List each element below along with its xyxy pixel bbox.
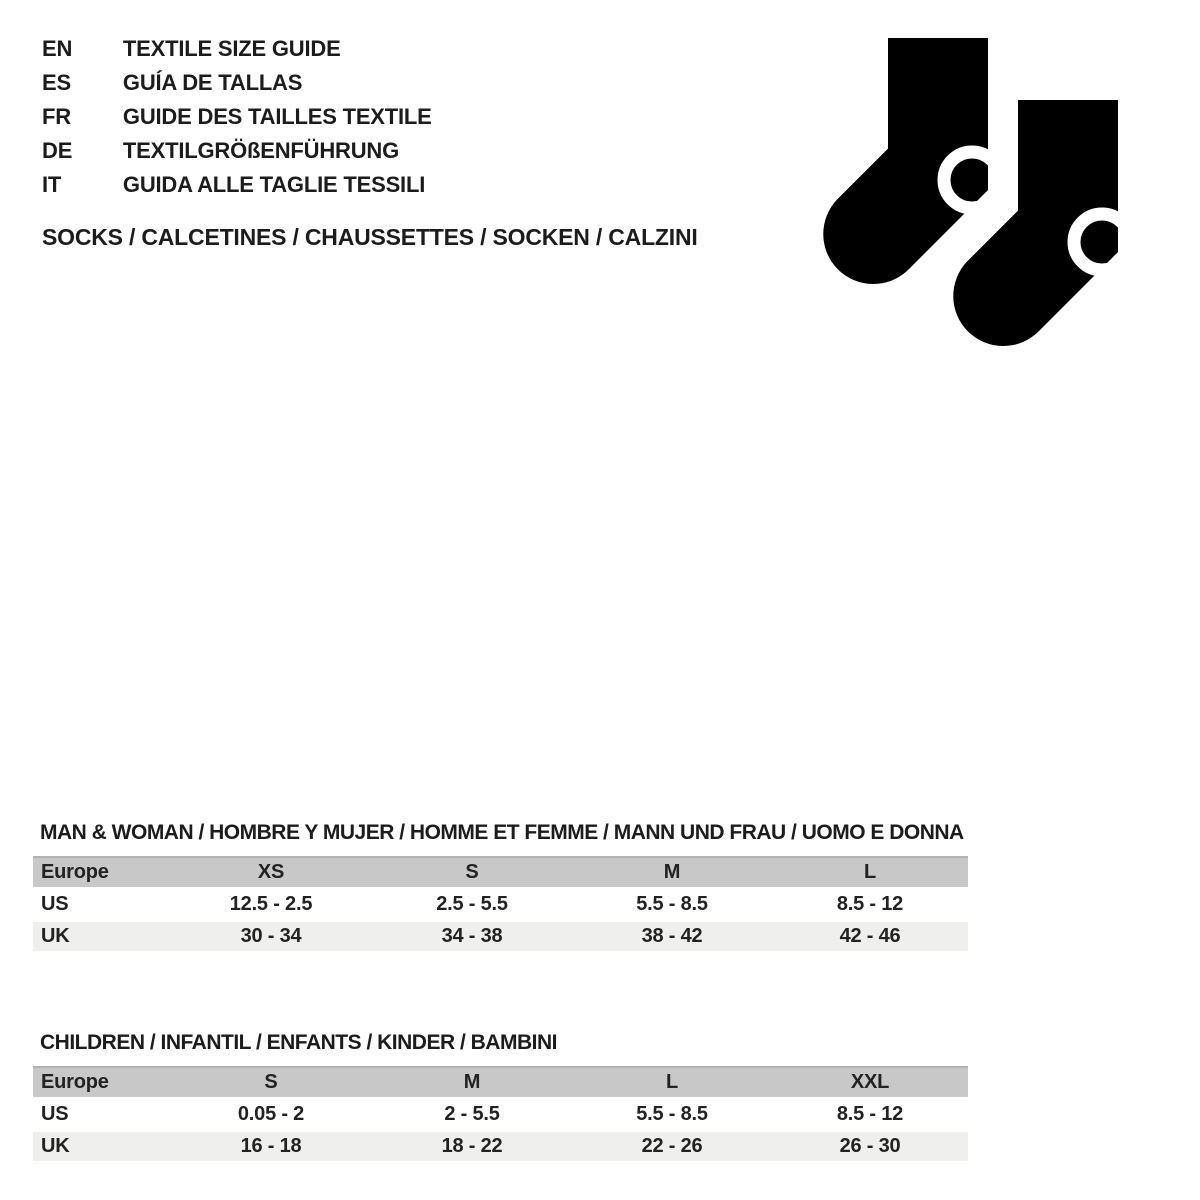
col-header-size: S	[372, 857, 572, 889]
size-cell: 12.5 - 2.5	[170, 889, 372, 921]
size-cell: 8.5 - 12	[772, 889, 968, 921]
table-header-row	[33, 857, 968, 889]
language-label: GUIDA ALLE TAGLIE TESSILI	[122, 172, 426, 197]
product-category-line: SOCKS / CALCETINES / CHAUSSETTES / SOCKEN / CALZINI	[42, 224, 698, 250]
size-cell: 16 - 18	[170, 1131, 372, 1162]
language-code: IT	[42, 172, 62, 197]
language-row	[42, 70, 302, 96]
col-header-size: XXL	[772, 1067, 968, 1099]
language-code: ES	[42, 70, 71, 95]
size-cell: 5.5 - 8.5	[572, 889, 772, 921]
row-label: UK	[33, 921, 170, 952]
col-header-size: L	[772, 857, 968, 889]
table-row-uk	[33, 921, 968, 952]
table-row-us	[33, 889, 968, 921]
language-label: GUÍA DE TALLAS	[122, 70, 303, 95]
language-label: GUIDE DES TAILLES TEXTILE	[122, 104, 432, 129]
col-header-size: XS	[170, 857, 372, 889]
language-row	[42, 104, 432, 130]
language-code: EN	[42, 36, 73, 61]
language-label: TEXTILE SIZE GUIDE	[122, 36, 341, 61]
size-cell: 26 - 30	[772, 1131, 968, 1162]
man-woman-table-title: MAN & WOMAN / HOMBRE Y MUJER / HOMME ET FEMME / MANN UND FRAU / UOMO E DONNA	[40, 821, 964, 844]
table-row-uk	[33, 1131, 968, 1162]
size-cell: 8.5 - 12	[772, 1099, 968, 1131]
size-cell: 2.5 - 5.5	[372, 889, 572, 921]
size-cell: 34 - 38	[372, 921, 572, 952]
row-label: US	[33, 1099, 170, 1131]
size-cell: 42 - 46	[772, 921, 968, 952]
children-table-title: CHILDREN / INFANTIL / ENFANTS / KINDER / BAMBINI	[40, 1031, 557, 1054]
size-cell: 30 - 34	[170, 921, 372, 952]
language-row	[42, 172, 425, 198]
language-row	[42, 36, 341, 62]
socks-icon	[820, 30, 1140, 370]
col-header-size: M	[572, 857, 772, 889]
size-cell: 0.05 - 2	[170, 1099, 372, 1131]
col-header-region: Europe	[33, 1067, 170, 1099]
row-label: US	[33, 889, 170, 921]
language-code: FR	[42, 104, 71, 129]
table-header-row	[33, 1067, 968, 1099]
col-header-region: Europe	[33, 857, 170, 889]
sock-left-icon	[823, 38, 1000, 284]
size-cell: 22 - 26	[572, 1131, 772, 1162]
language-row	[42, 138, 399, 164]
row-label: UK	[33, 1131, 170, 1162]
size-cell: 5.5 - 8.5	[572, 1099, 772, 1131]
col-header-size: M	[372, 1067, 572, 1099]
language-code: DE	[42, 138, 73, 163]
children-size-table	[33, 1066, 968, 1161]
size-cell: 2 - 5.5	[372, 1099, 572, 1131]
man-woman-size-table	[33, 856, 968, 951]
size-cell: 38 - 42	[572, 921, 772, 952]
table-row-us	[33, 1099, 968, 1131]
col-header-size: S	[170, 1067, 372, 1099]
language-label: TEXTILGRÖßENFÜHRUNG	[122, 138, 399, 163]
size-cell: 18 - 22	[372, 1131, 572, 1162]
col-header-size: L	[572, 1067, 772, 1099]
